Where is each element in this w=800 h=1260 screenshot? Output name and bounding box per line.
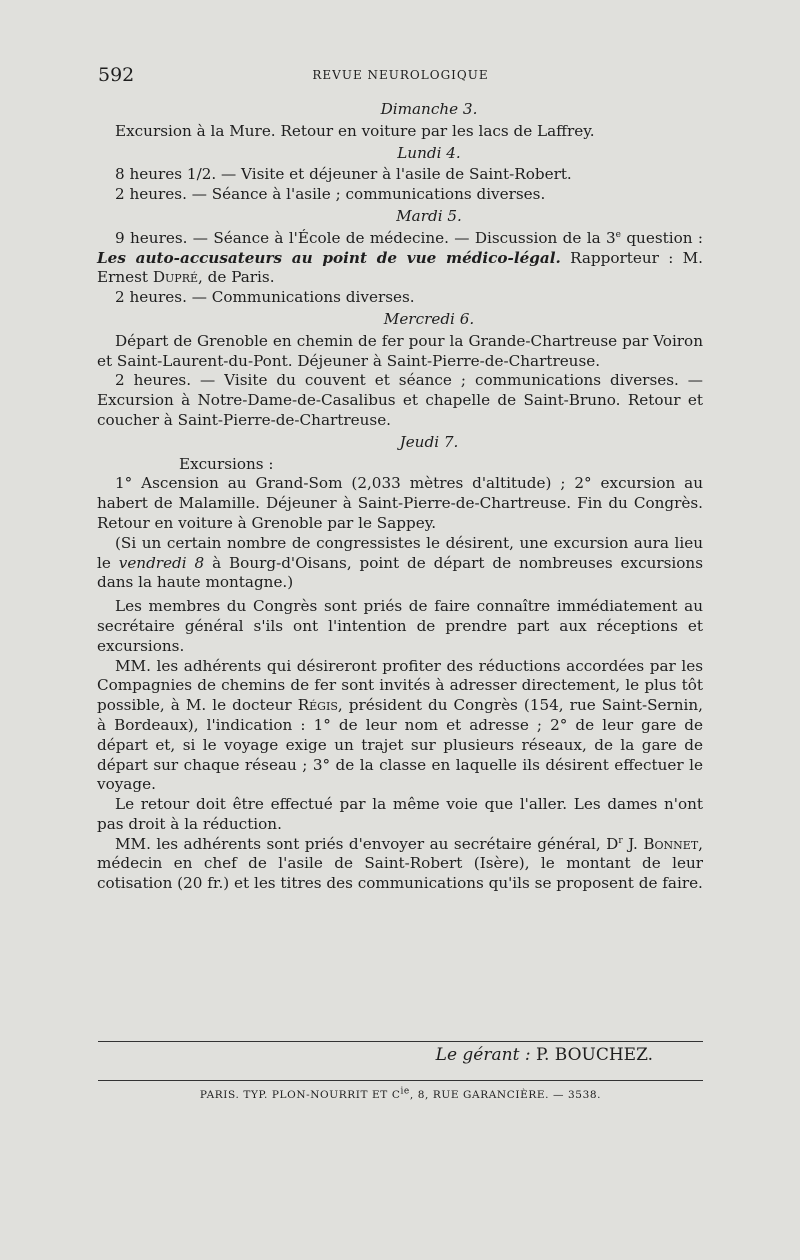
rapporteur-name: Dupré [152, 268, 199, 287]
paragraph: Excursion à la Mure. Retour en voiture par les lacs de Laffrey. [115, 121, 595, 140]
superscript: r [618, 835, 623, 846]
printer-imprint [98, 1086, 703, 1101]
paragraph: Départ de Grenoble en chemin de fer pour la Grande-Chartreuse par Voiron et Saint-Laurent-du-Pont. Déjeuner à Saint-Pierre-de-Chartreuse. [97, 331, 703, 370]
day-heading-monday: Lundi 4. [397, 143, 461, 162]
footer-rule [98, 1041, 703, 1042]
person-name: Régis [297, 696, 338, 715]
text-run: , président du Congrès (154, rue Saint-Sernin, à Bordeaux), l'indication : 1° de leur nom et adresse ; 2° de leur gare de départ et, si le voyage exige un trajet sur plusieurs réseaux, de la gare de départ sur chaque réseau ; 3° de la classe en laquelle ils désirent effectuer le voyage. [97, 696, 703, 794]
text-run: à Bourg-d'Oisans, point de départ de nombreuses excursions dans la haute montagne.) [97, 553, 703, 592]
person-name: Bonnet [643, 834, 699, 853]
excursions-label: Excursions : [179, 454, 274, 473]
signature-label: Le gérant : [435, 1045, 531, 1065]
day-heading-tuesday: Mardi 5. [396, 206, 462, 225]
paragraph: 2 heures. — Visite du couvent et séance ; communications diverses. — Excursion à Notre-Dame-de-Casalibus et chapelle de Saint-Bruno. Retour et coucher à Saint-Pierre-de-Chartreuse. [97, 371, 703, 429]
text-run: , 8, RUE GARANCIÈRE. — 3538. [409, 1089, 602, 1101]
text-run: Rapporteur : M. Ernest [97, 248, 703, 287]
paragraph [97, 534, 703, 593]
paragraph [97, 229, 703, 288]
day-heading-thursday: Jeudi 7. [399, 432, 459, 451]
page-header [98, 64, 703, 86]
paragraph: 2 heures. — Communications diverses. [115, 288, 415, 307]
paragraph: 1° Ascension au Grand-Som (2,033 mètres d'altitude) ; 2° excursion au habert de Malamille. Déjeuner à Saint-Pierre-de-Chartreuse. Fin du Congrès. Retour en voiture à Grenoble par le Sappey. [97, 474, 703, 532]
text-run: question : [620, 228, 703, 247]
day-heading-wednesday: Mercredi 6. [383, 309, 475, 328]
signature-name: P. BOUCHEZ. [535, 1045, 653, 1065]
superscript: ie [400, 1086, 410, 1097]
text-run: PARIS. TYP. PLON-NOURRIT ET C [199, 1089, 401, 1101]
paragraph: 2 heures. — Séance à l'asile ; communications diverses. [115, 185, 546, 204]
page-body [97, 98, 703, 894]
day-heading-sunday: Dimanche 3. [380, 100, 478, 118]
page-number: 592 [98, 64, 135, 86]
paragraph: Le retour doit être effectué par la même voie que l'aller. Les dames n'ont pas droit à la réduction. [97, 795, 703, 833]
running-title: REVUE NEUROLOGIQUE [312, 68, 489, 82]
text-run: J. [622, 834, 644, 853]
text-run: (Si un certain nombre de congressistes le désirent, une excursion aura lieu le [97, 533, 703, 572]
superscript: e [615, 229, 621, 240]
text-run: 9 heures. — Séance à l'École de médecine. — Discussion de la 3 [115, 228, 616, 247]
text-run: MM. les adhérents qui désireront profiter des réductions accordées par les Compagnies de chemins de fer sont invités à adresser directement, le plus tôt possible, à M. le docteur [97, 656, 703, 715]
paragraph [97, 657, 703, 796]
italic-date: vendredi 8 [118, 553, 205, 572]
question-title: Les auto-accusateurs au point de vue médico-légal. [97, 248, 561, 267]
footer-rule [98, 1080, 703, 1081]
text-run: MM. les adhérents sont priés d'envoyer au secrétaire général, D [115, 834, 619, 853]
paragraph [97, 835, 703, 894]
paragraph: Les membres du Congrès sont priés de faire connaître immédiatement au secrétaire général s'ils ont l'intention de prendre part aux réceptions et excursions. [97, 597, 703, 655]
text-run: , médecin en chef de l'asile de Saint-Robert (Isère), le montant de leur cotisation (20 fr.) et les titres des communications qu'ils se proposent de faire. [97, 834, 703, 893]
paragraph: 8 heures 1/2. — Visite et déjeuner à l'asile de Saint-Robert. [115, 165, 572, 184]
text-run: , de Paris. [198, 268, 275, 287]
signature [98, 1045, 653, 1065]
